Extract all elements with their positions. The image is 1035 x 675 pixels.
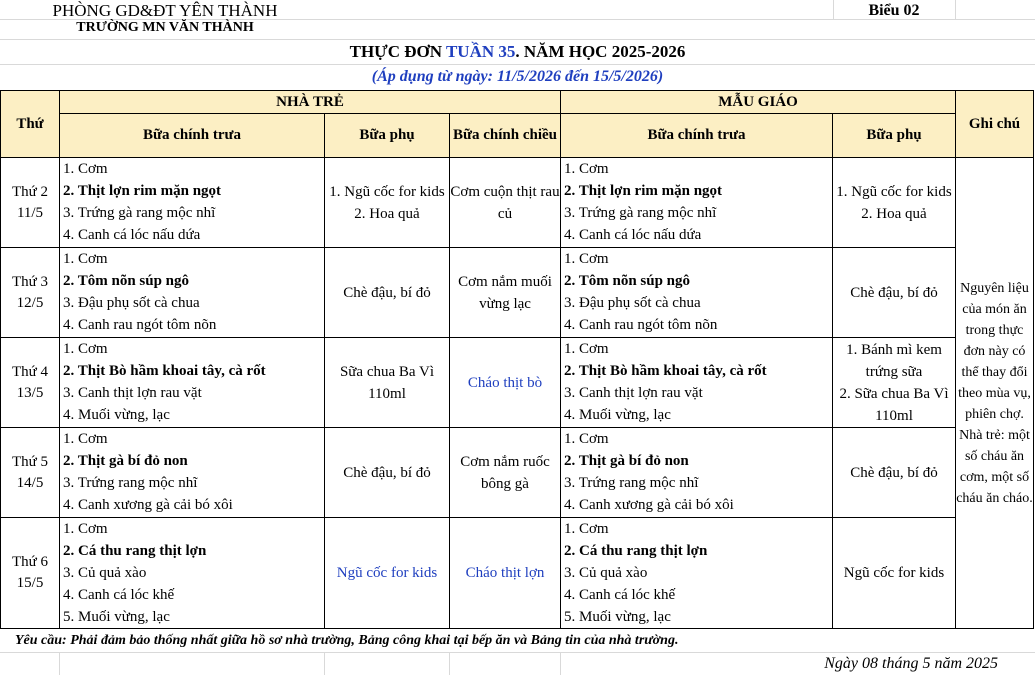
- main-dish-line: 2. Tôm nõn súp ngô: [63, 273, 190, 289]
- nursery-snack-cell: Chè đậu, bí đỏ: [325, 428, 450, 518]
- dish-line: 5. Muối vừng, lạc: [564, 609, 671, 625]
- day-date: 13/5: [16, 384, 44, 401]
- dish-line: 3. Đậu phụ sốt cà chua: [63, 295, 200, 311]
- snack-line: 1. Ngũ cốc for kids 2. Hoa quả: [836, 183, 952, 222]
- header-left: [0, 0, 330, 35]
- day-name: Thứ 5: [11, 453, 49, 470]
- day-cell: [1, 428, 60, 518]
- table-row: [1, 518, 1034, 629]
- dish-line: 3. Đậu phụ sốt cà chua: [564, 295, 701, 311]
- table-row: [1, 338, 1034, 428]
- title-week: TUẦN 35: [445, 42, 516, 61]
- main-dish-line: 2. Cá thu rang thịt lợn: [63, 543, 207, 559]
- dish-line: 4. Canh cá lóc nấu dứa: [564, 227, 702, 243]
- day-date: 11/5: [16, 204, 44, 221]
- dish-line: 3. Củ quả xào: [564, 565, 648, 581]
- col-kinder-snack-header: Bữa phụ: [833, 114, 956, 158]
- school-name: TRƯỜNG MN VĂN THÀNH: [76, 20, 254, 35]
- nursery-lunch-cell: [60, 518, 325, 629]
- dish-line: 3. Canh thịt lợn rau vặt: [63, 385, 202, 401]
- main-dish-line: 2. Thịt gà bí đỏ non: [564, 453, 689, 469]
- nursery-afternoon-cell: Cơm cuộn thịt rau củ: [450, 158, 561, 248]
- day-name: Thứ 2: [11, 183, 49, 200]
- dish-line: 1. Cơm: [63, 521, 108, 537]
- dish-line: 3. Trứng gà rang mộc nhĩ: [564, 205, 717, 221]
- day-name: Thứ 3: [11, 273, 49, 290]
- dish-line: 4. Canh rau ngót tôm nõn: [564, 317, 718, 333]
- kinder-snack-cell: Chè đậu, bí đỏ: [833, 428, 956, 518]
- col-nursery-snack-header: Bữa phụ: [325, 114, 450, 158]
- kinder-lunch-cell: [561, 158, 833, 248]
- main-dish-line: 2. Thịt Bò hầm khoai tây, cà rốt: [564, 363, 767, 379]
- kinder-snack-cell: [833, 158, 956, 248]
- kinder-lunch-cell: [561, 338, 833, 428]
- nursery-snack-cell: Ngũ cốc for kids: [325, 518, 450, 629]
- dish-line: 1. Cơm: [564, 341, 609, 357]
- main-dish-line: 2. Thịt lợn rim mặn ngọt: [564, 183, 723, 199]
- dish-line: 1. Cơm: [564, 161, 609, 177]
- kinder-snack-cell: Chè đậu, bí đỏ: [833, 248, 956, 338]
- col-nursery-lunch-header: Bữa chính trưa: [60, 114, 325, 158]
- dish-line: 4. Canh cá lóc khế: [564, 587, 676, 603]
- col-kinder-lunch-header: Bữa chính trưa: [561, 114, 833, 158]
- dish-line: 1. Cơm: [63, 251, 108, 267]
- snack-line: 1. Ngũ cốc for kids 2. Hoa quả: [329, 183, 445, 222]
- day-cell: [1, 518, 60, 629]
- department-name: PHÒNG GD&ĐT YÊN THÀNH: [52, 1, 278, 20]
- day-name: Thứ 6: [11, 554, 49, 570]
- main-dish-line: 2. Thịt lợn rim mặn ngọt: [63, 183, 222, 199]
- col-nursery-header: NHÀ TRẺ: [60, 91, 561, 114]
- kinder-lunch-cell: [561, 428, 833, 518]
- day-date: 12/5: [16, 294, 44, 311]
- main-dish-line: 2. Tôm nõn súp ngô: [564, 273, 691, 289]
- page-subtitle: (Áp dụng từ ngày: 11/5/2026 đến 15/5/2026): [371, 68, 664, 85]
- dish-line: 5. Muối vừng, lạc: [63, 609, 170, 625]
- signature-date: Ngày 08 tháng 5 năm 2025: [824, 655, 998, 672]
- dish-line: 3. Canh thịt lợn rau vặt: [564, 385, 703, 401]
- dish-line: 1. Cơm: [63, 161, 108, 177]
- dish-line: 4. Muối vừng, lạc: [564, 407, 671, 423]
- col-nursery-afternoon-header: Bữa chính chiều: [450, 114, 561, 158]
- dish-line: 1. Cơm: [63, 431, 108, 447]
- dish-line: 4. Canh rau ngót tôm nõn: [63, 317, 217, 333]
- col-day-header: Thứ: [1, 91, 60, 158]
- dish-line: 4. Muối vừng, lạc: [63, 407, 170, 423]
- day-date: 15/5: [16, 575, 44, 591]
- nursery-lunch-cell: [60, 338, 325, 428]
- dish-line: 3. Củ quả xào: [63, 565, 147, 581]
- title-suffix: . NĂM HỌC 2025-2026: [515, 42, 686, 61]
- form-label: Biểu 02: [868, 2, 920, 19]
- dish-line: 3. Trứng rang mộc nhĩ: [63, 475, 198, 491]
- nursery-snack-cell: Chè đậu, bí đỏ: [325, 248, 450, 338]
- dish-line: 1. Cơm: [63, 341, 108, 357]
- dish-line: 1. Cơm: [564, 521, 609, 537]
- dish-line: 4. Canh xương gà cải bó xôi: [63, 497, 233, 513]
- menu-table: [0, 90, 1034, 629]
- main-dish-line: 2. Thịt gà bí đỏ non: [63, 453, 188, 469]
- requirement-note: Yêu cầu: Phải đảm bảo thống nhất giữa hồ sơ nhà trường, Bảng công khai tại bếp ăn và Bảng tin của nhà trường.: [15, 633, 679, 648]
- kinder-lunch-cell: [561, 518, 833, 629]
- nursery-afternoon-cell: Cơm nắm muối vừng lạc: [450, 248, 561, 338]
- day-date: 14/5: [16, 474, 44, 491]
- nursery-lunch-cell: [60, 158, 325, 248]
- notes-cell: Nguyên liệu của món ăn trong thực đơn này có thể thay đổi theo mùa vụ, phiên chợ. Nhà trẻ: một số cháu ăn cơm, một số cháu ăn cháo.: [956, 158, 1034, 629]
- col-kindergarten-header: MẪU GIÁO: [561, 91, 956, 114]
- dish-line: 4. Canh cá lóc nấu dứa: [63, 227, 201, 243]
- title-prefix: THỰC ĐƠN: [349, 42, 446, 61]
- main-dish-line: 2. Cá thu rang thịt lợn: [564, 543, 708, 559]
- day-cell: [1, 158, 60, 248]
- table-row: [1, 248, 1034, 338]
- table-row: [1, 158, 1034, 248]
- page-title: [0, 41, 1035, 63]
- nursery-lunch-cell: [60, 248, 325, 338]
- nursery-lunch-cell: [60, 428, 325, 518]
- nursery-afternoon-cell: Cháo thịt lợn: [450, 518, 561, 629]
- dish-line: 4. Canh cá lóc khế: [63, 587, 175, 603]
- kinder-snack-cell: Ngũ cốc for kids: [833, 518, 956, 629]
- dish-line: 3. Trứng rang mộc nhĩ: [564, 475, 699, 491]
- day-cell: [1, 338, 60, 428]
- table-row: [1, 428, 1034, 518]
- snack-line: 1. Bánh mì kem trứng sữa 2. Sữa chua Ba Vì 110ml: [839, 341, 949, 424]
- day-cell: [1, 248, 60, 338]
- kinder-snack-cell: [833, 338, 956, 428]
- nursery-afternoon-cell: Cháo thịt bò: [450, 338, 561, 428]
- dish-line: 1. Cơm: [564, 431, 609, 447]
- main-dish-line: 2. Thịt Bò hầm khoai tây, cà rốt: [63, 363, 266, 379]
- dish-line: 4. Canh xương gà cải bó xôi: [564, 497, 734, 513]
- nursery-afternoon-cell: Cơm nắm ruốc bông gà: [450, 428, 561, 518]
- nursery-snack-cell: [325, 158, 450, 248]
- kinder-lunch-cell: [561, 248, 833, 338]
- day-name: Thứ 4: [11, 363, 49, 380]
- nursery-snack-cell: Sữa chua Ba Vì 110ml: [325, 338, 450, 428]
- dish-line: 3. Trứng gà rang mộc nhĩ: [63, 205, 216, 221]
- dish-line: 1. Cơm: [564, 251, 609, 267]
- col-notes-header: Ghi chú: [956, 91, 1034, 158]
